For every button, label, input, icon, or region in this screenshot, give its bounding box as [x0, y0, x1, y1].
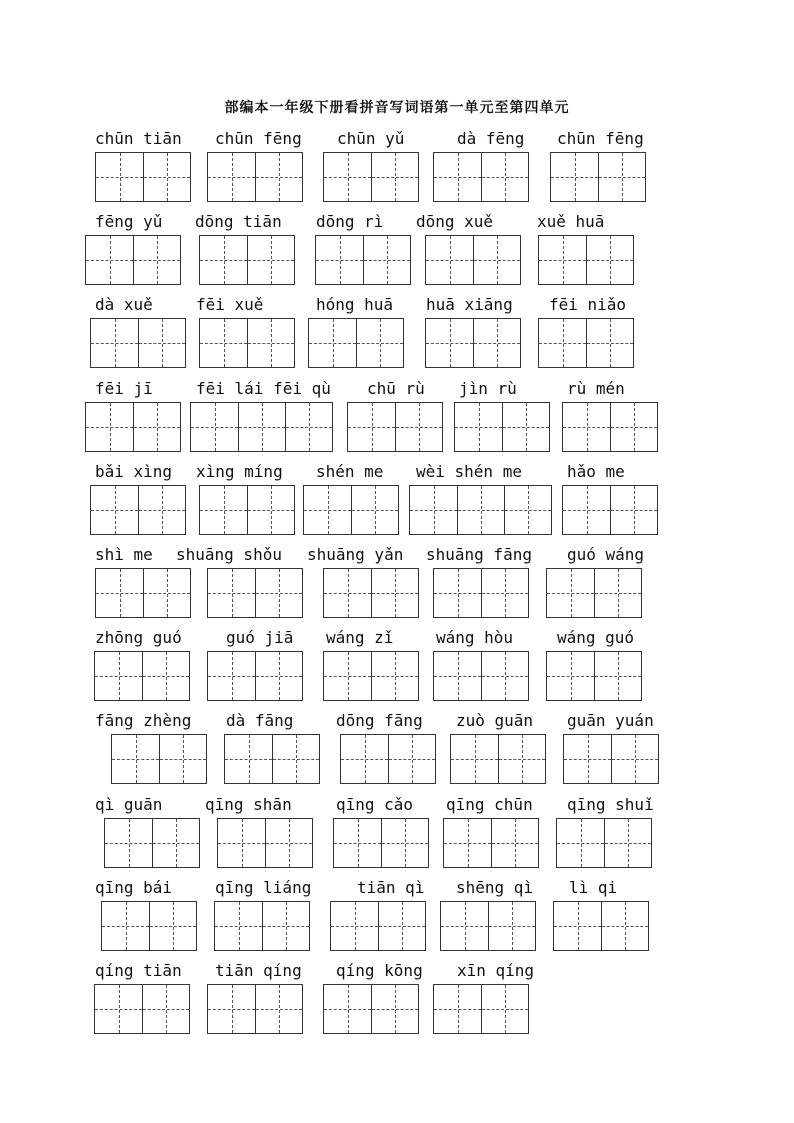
tianzi-cell[interactable]	[149, 902, 196, 950]
tianzi-cell[interactable]	[539, 236, 586, 284]
pinyin-label: jìn rù	[459, 379, 517, 398]
tianzi-cell[interactable]	[208, 985, 255, 1033]
tianzi-cell[interactable]	[371, 569, 418, 617]
tianzi-cell[interactable]	[488, 902, 535, 950]
writing-grid	[454, 402, 550, 452]
tianzi-cell[interactable]	[457, 486, 504, 534]
pinyin-label: fēi xuě	[196, 295, 264, 314]
pinyin-label: qíng tiān	[95, 961, 182, 980]
pinyin-label: qīng liáng	[215, 878, 312, 897]
tianzi-cell[interactable]	[255, 652, 302, 700]
tianzi-cell[interactable]	[215, 902, 262, 950]
pinyin-label: guān yuán	[567, 711, 654, 730]
writing-grid	[425, 235, 521, 285]
tianzi-cell[interactable]	[491, 819, 538, 867]
tianzi-cell[interactable]	[142, 985, 189, 1033]
pinyin-label: qīng cǎo	[336, 795, 414, 814]
pinyin-label: hǎo me	[567, 462, 625, 481]
tianzi-cell[interactable]	[208, 652, 255, 700]
tianzi-cell[interactable]	[102, 902, 149, 950]
tianzi-cell[interactable]	[473, 319, 520, 367]
writing-grid	[101, 901, 197, 951]
tianzi-cell[interactable]	[331, 902, 378, 950]
writing-grid	[433, 152, 529, 202]
tianzi-cell[interactable]	[611, 735, 658, 783]
tianzi-cell[interactable]	[356, 319, 403, 367]
tianzi-cell[interactable]	[502, 403, 549, 451]
writing-grid	[104, 818, 200, 868]
writing-grid	[562, 402, 658, 452]
tianzi-cell[interactable]	[426, 319, 473, 367]
writing-grid	[443, 818, 539, 868]
pinyin-label: qīng bái	[95, 878, 173, 897]
tianzi-cell[interactable]	[498, 735, 545, 783]
tianzi-cell[interactable]	[86, 403, 133, 451]
tianzi-cell[interactable]	[564, 735, 611, 783]
tianzi-cell[interactable]	[324, 153, 371, 201]
writing-grid	[323, 651, 419, 701]
pinyin-label: fēi niǎo	[549, 295, 627, 314]
writing-grid	[94, 651, 190, 701]
writing-grid	[199, 485, 295, 535]
pinyin-label: zuò guān	[456, 711, 534, 730]
pinyin-label: wáng guó	[557, 628, 635, 647]
writing-grid	[95, 152, 191, 202]
writing-grid	[553, 901, 649, 951]
pinyin-label: qíng kōng	[336, 961, 423, 980]
pinyin-label: qì guān	[95, 795, 163, 814]
writing-grid	[90, 485, 186, 535]
writing-grid	[333, 818, 429, 868]
writing-grid	[433, 651, 529, 701]
tianzi-cell[interactable]	[481, 153, 528, 201]
pinyin-label: dōng tiān	[195, 212, 282, 231]
tianzi-cell[interactable]	[200, 236, 247, 284]
pinyin-label: xuě huā	[537, 212, 605, 231]
writing-grid	[94, 984, 190, 1034]
pinyin-label: tiān qíng	[215, 961, 302, 980]
tianzi-cell[interactable]	[481, 652, 528, 700]
pinyin-label: fēi jī	[95, 379, 153, 398]
pinyin-label: dōng xuě	[416, 212, 494, 231]
pinyin-label: xìng míng	[196, 462, 283, 481]
writing-grid	[207, 984, 303, 1034]
tianzi-cell[interactable]	[601, 902, 648, 950]
tianzi-cell[interactable]	[143, 153, 190, 201]
tianzi-cell[interactable]	[265, 819, 312, 867]
tianzi-cell[interactable]	[481, 985, 528, 1033]
tianzi-cell[interactable]	[96, 569, 143, 617]
tianzi-cell[interactable]	[441, 902, 488, 950]
tianzi-cell[interactable]	[285, 403, 332, 451]
pinyin-label: chū rù	[367, 379, 425, 398]
tianzi-cell[interactable]	[455, 403, 502, 451]
writing-grid	[538, 318, 634, 368]
tianzi-cell[interactable]	[426, 236, 473, 284]
writing-grid	[440, 901, 536, 951]
tianzi-cell[interactable]	[324, 652, 371, 700]
writing-grid	[550, 152, 646, 202]
writing-grid	[190, 402, 333, 452]
tianzi-cell[interactable]	[91, 486, 138, 534]
tianzi-cell[interactable]	[434, 153, 481, 201]
tianzi-cell[interactable]	[594, 569, 641, 617]
writing-grid	[433, 984, 529, 1034]
writing-grid	[563, 734, 659, 784]
pinyin-label: zhōng guó	[95, 628, 182, 647]
tianzi-cell[interactable]	[586, 236, 633, 284]
pinyin-label: chūn tiān	[95, 129, 182, 148]
writing-grid	[323, 984, 419, 1034]
tianzi-cell[interactable]	[557, 819, 604, 867]
writing-grid	[207, 152, 303, 202]
tianzi-cell[interactable]	[142, 652, 189, 700]
pinyin-label: fēi lái fēi qù	[196, 379, 331, 398]
tianzi-cell[interactable]	[610, 486, 657, 534]
pinyin-label: chūn fēng	[557, 129, 644, 148]
pinyin-label: wáng zǐ	[326, 628, 394, 647]
writing-grid	[330, 901, 426, 951]
tianzi-cell[interactable]	[208, 569, 255, 617]
writing-grid	[538, 235, 634, 285]
tianzi-cell[interactable]	[247, 319, 294, 367]
tianzi-cell[interactable]	[539, 319, 586, 367]
writing-grid	[111, 734, 207, 784]
pinyin-label: shuāng fāng	[426, 545, 532, 564]
writing-grid	[562, 485, 658, 535]
tianzi-cell[interactable]	[554, 902, 601, 950]
tianzi-cell[interactable]	[381, 819, 428, 867]
tianzi-cell[interactable]	[324, 569, 371, 617]
tianzi-cell[interactable]	[143, 569, 190, 617]
pinyin-label: fēng yǔ	[95, 212, 163, 231]
tianzi-cell[interactable]	[247, 236, 294, 284]
tianzi-cell[interactable]	[95, 985, 142, 1033]
pinyin-label: shēng qì	[456, 878, 534, 897]
tianzi-cell[interactable]	[451, 735, 498, 783]
writing-grid	[323, 568, 419, 618]
pinyin-label: shì me	[95, 545, 153, 564]
pinyin-label: wáng hòu	[436, 628, 514, 647]
tianzi-cell[interactable]	[200, 319, 247, 367]
pinyin-label: huā xiāng	[426, 295, 513, 314]
tianzi-cell[interactable]	[152, 819, 199, 867]
tianzi-cell[interactable]	[410, 486, 457, 534]
writing-grid	[340, 734, 436, 784]
pinyin-label: qīng shān	[205, 795, 292, 814]
tianzi-cell[interactable]	[133, 403, 180, 451]
tianzi-cell[interactable]	[218, 819, 265, 867]
pinyin-label: qīng chūn	[446, 795, 533, 814]
tianzi-cell[interactable]	[371, 985, 418, 1033]
tianzi-cell[interactable]	[388, 735, 435, 783]
pinyin-label: shuāng shǒu	[176, 545, 282, 564]
pinyin-label: dà fēng	[457, 129, 525, 148]
tianzi-cell[interactable]	[434, 985, 481, 1033]
tianzi-cell[interactable]	[112, 735, 159, 783]
tianzi-cell[interactable]	[434, 652, 481, 700]
writing-grid	[546, 651, 642, 701]
tianzi-cell[interactable]	[86, 236, 133, 284]
tianzi-cell[interactable]	[238, 403, 285, 451]
pinyin-label: guó wáng	[567, 545, 645, 564]
writing-grid	[207, 651, 303, 701]
writing-grid	[85, 235, 181, 285]
tianzi-cell[interactable]	[504, 486, 551, 534]
tianzi-cell[interactable]	[481, 569, 528, 617]
pinyin-label: dà fāng	[226, 711, 294, 730]
tianzi-cell[interactable]	[371, 153, 418, 201]
tianzi-cell[interactable]	[225, 735, 272, 783]
writing-grid	[425, 318, 521, 368]
tianzi-cell[interactable]	[91, 319, 138, 367]
pinyin-label: bǎi xìng	[95, 462, 173, 481]
tianzi-cell[interactable]	[255, 153, 302, 201]
writing-grid	[546, 568, 642, 618]
tianzi-cell[interactable]	[304, 486, 351, 534]
writing-grid	[303, 485, 399, 535]
tianzi-cell[interactable]	[262, 902, 309, 950]
writing-grid	[207, 568, 303, 618]
pinyin-label: lì qi	[569, 878, 618, 897]
tianzi-cell[interactable]	[95, 652, 142, 700]
tianzi-cell[interactable]	[395, 403, 442, 451]
tianzi-cell[interactable]	[563, 403, 610, 451]
tianzi-cell[interactable]	[200, 486, 247, 534]
tianzi-cell[interactable]	[444, 819, 491, 867]
writing-grid	[409, 485, 552, 535]
pinyin-label: dōng rì	[316, 212, 384, 231]
writing-grid	[308, 318, 404, 368]
tianzi-cell[interactable]	[594, 652, 641, 700]
pinyin-label: xīn qíng	[457, 961, 535, 980]
tianzi-cell[interactable]	[547, 569, 594, 617]
tianzi-cell[interactable]	[309, 319, 356, 367]
tianzi-cell[interactable]	[138, 319, 185, 367]
tianzi-cell[interactable]	[351, 486, 398, 534]
pinyin-label: rù mén	[567, 379, 625, 398]
writing-grid	[433, 568, 529, 618]
writing-grid	[315, 235, 411, 285]
tianzi-cell[interactable]	[378, 902, 425, 950]
writing-grid	[214, 901, 310, 951]
tianzi-cell[interactable]	[334, 819, 381, 867]
writing-grid	[95, 568, 191, 618]
writing-grid	[90, 318, 186, 368]
pinyin-label: qīng shuǐ	[567, 795, 654, 814]
tianzi-cell[interactable]	[341, 735, 388, 783]
tianzi-cell[interactable]	[105, 819, 152, 867]
pinyin-label: chūn yǔ	[337, 129, 405, 148]
tianzi-cell[interactable]	[348, 403, 395, 451]
tianzi-cell[interactable]	[551, 153, 598, 201]
tianzi-cell[interactable]	[159, 735, 206, 783]
writing-grid	[347, 402, 443, 452]
pinyin-label: wèi shén me	[416, 462, 522, 481]
tianzi-cell[interactable]	[247, 486, 294, 534]
tianzi-cell[interactable]	[138, 486, 185, 534]
tianzi-cell[interactable]	[473, 236, 520, 284]
tianzi-cell[interactable]	[255, 569, 302, 617]
writing-grid	[224, 734, 320, 784]
tianzi-cell[interactable]	[434, 569, 481, 617]
pinyin-label: fāng zhèng	[95, 711, 192, 730]
writing-grid	[556, 818, 652, 868]
pinyin-label: shén me	[316, 462, 384, 481]
tianzi-cell[interactable]	[547, 652, 594, 700]
tianzi-cell[interactable]	[363, 236, 410, 284]
tianzi-cell[interactable]	[133, 236, 180, 284]
tianzi-cell[interactable]	[563, 486, 610, 534]
tianzi-cell[interactable]	[272, 735, 319, 783]
tianzi-cell[interactable]	[598, 153, 645, 201]
page-title: 部编本一年级下册看拼音写词语第一单元至第四单元	[224, 100, 570, 116]
pinyin-label: tiān qì	[357, 878, 425, 897]
writing-grid	[85, 402, 181, 452]
tianzi-cell[interactable]	[604, 819, 651, 867]
writing-grid	[450, 734, 546, 784]
pinyin-label: dà xuě	[95, 295, 153, 314]
writing-grid	[323, 152, 419, 202]
pinyin-label: chūn fēng	[215, 129, 302, 148]
writing-grid	[199, 318, 295, 368]
tianzi-cell[interactable]	[371, 652, 418, 700]
writing-grid	[217, 818, 313, 868]
writing-grid	[199, 235, 295, 285]
tianzi-cell[interactable]	[208, 153, 255, 201]
pinyin-label: shuāng yǎn	[307, 545, 404, 564]
tianzi-cell[interactable]	[96, 153, 143, 201]
tianzi-cell[interactable]	[191, 403, 238, 451]
pinyin-label: hóng huā	[316, 295, 394, 314]
pinyin-label: guó jiā	[226, 628, 294, 647]
pinyin-label: dōng fāng	[336, 711, 423, 730]
tianzi-cell[interactable]	[316, 236, 363, 284]
tianzi-cell[interactable]	[586, 319, 633, 367]
tianzi-cell[interactable]	[610, 403, 657, 451]
tianzi-cell[interactable]	[255, 985, 302, 1033]
tianzi-cell[interactable]	[324, 985, 371, 1033]
